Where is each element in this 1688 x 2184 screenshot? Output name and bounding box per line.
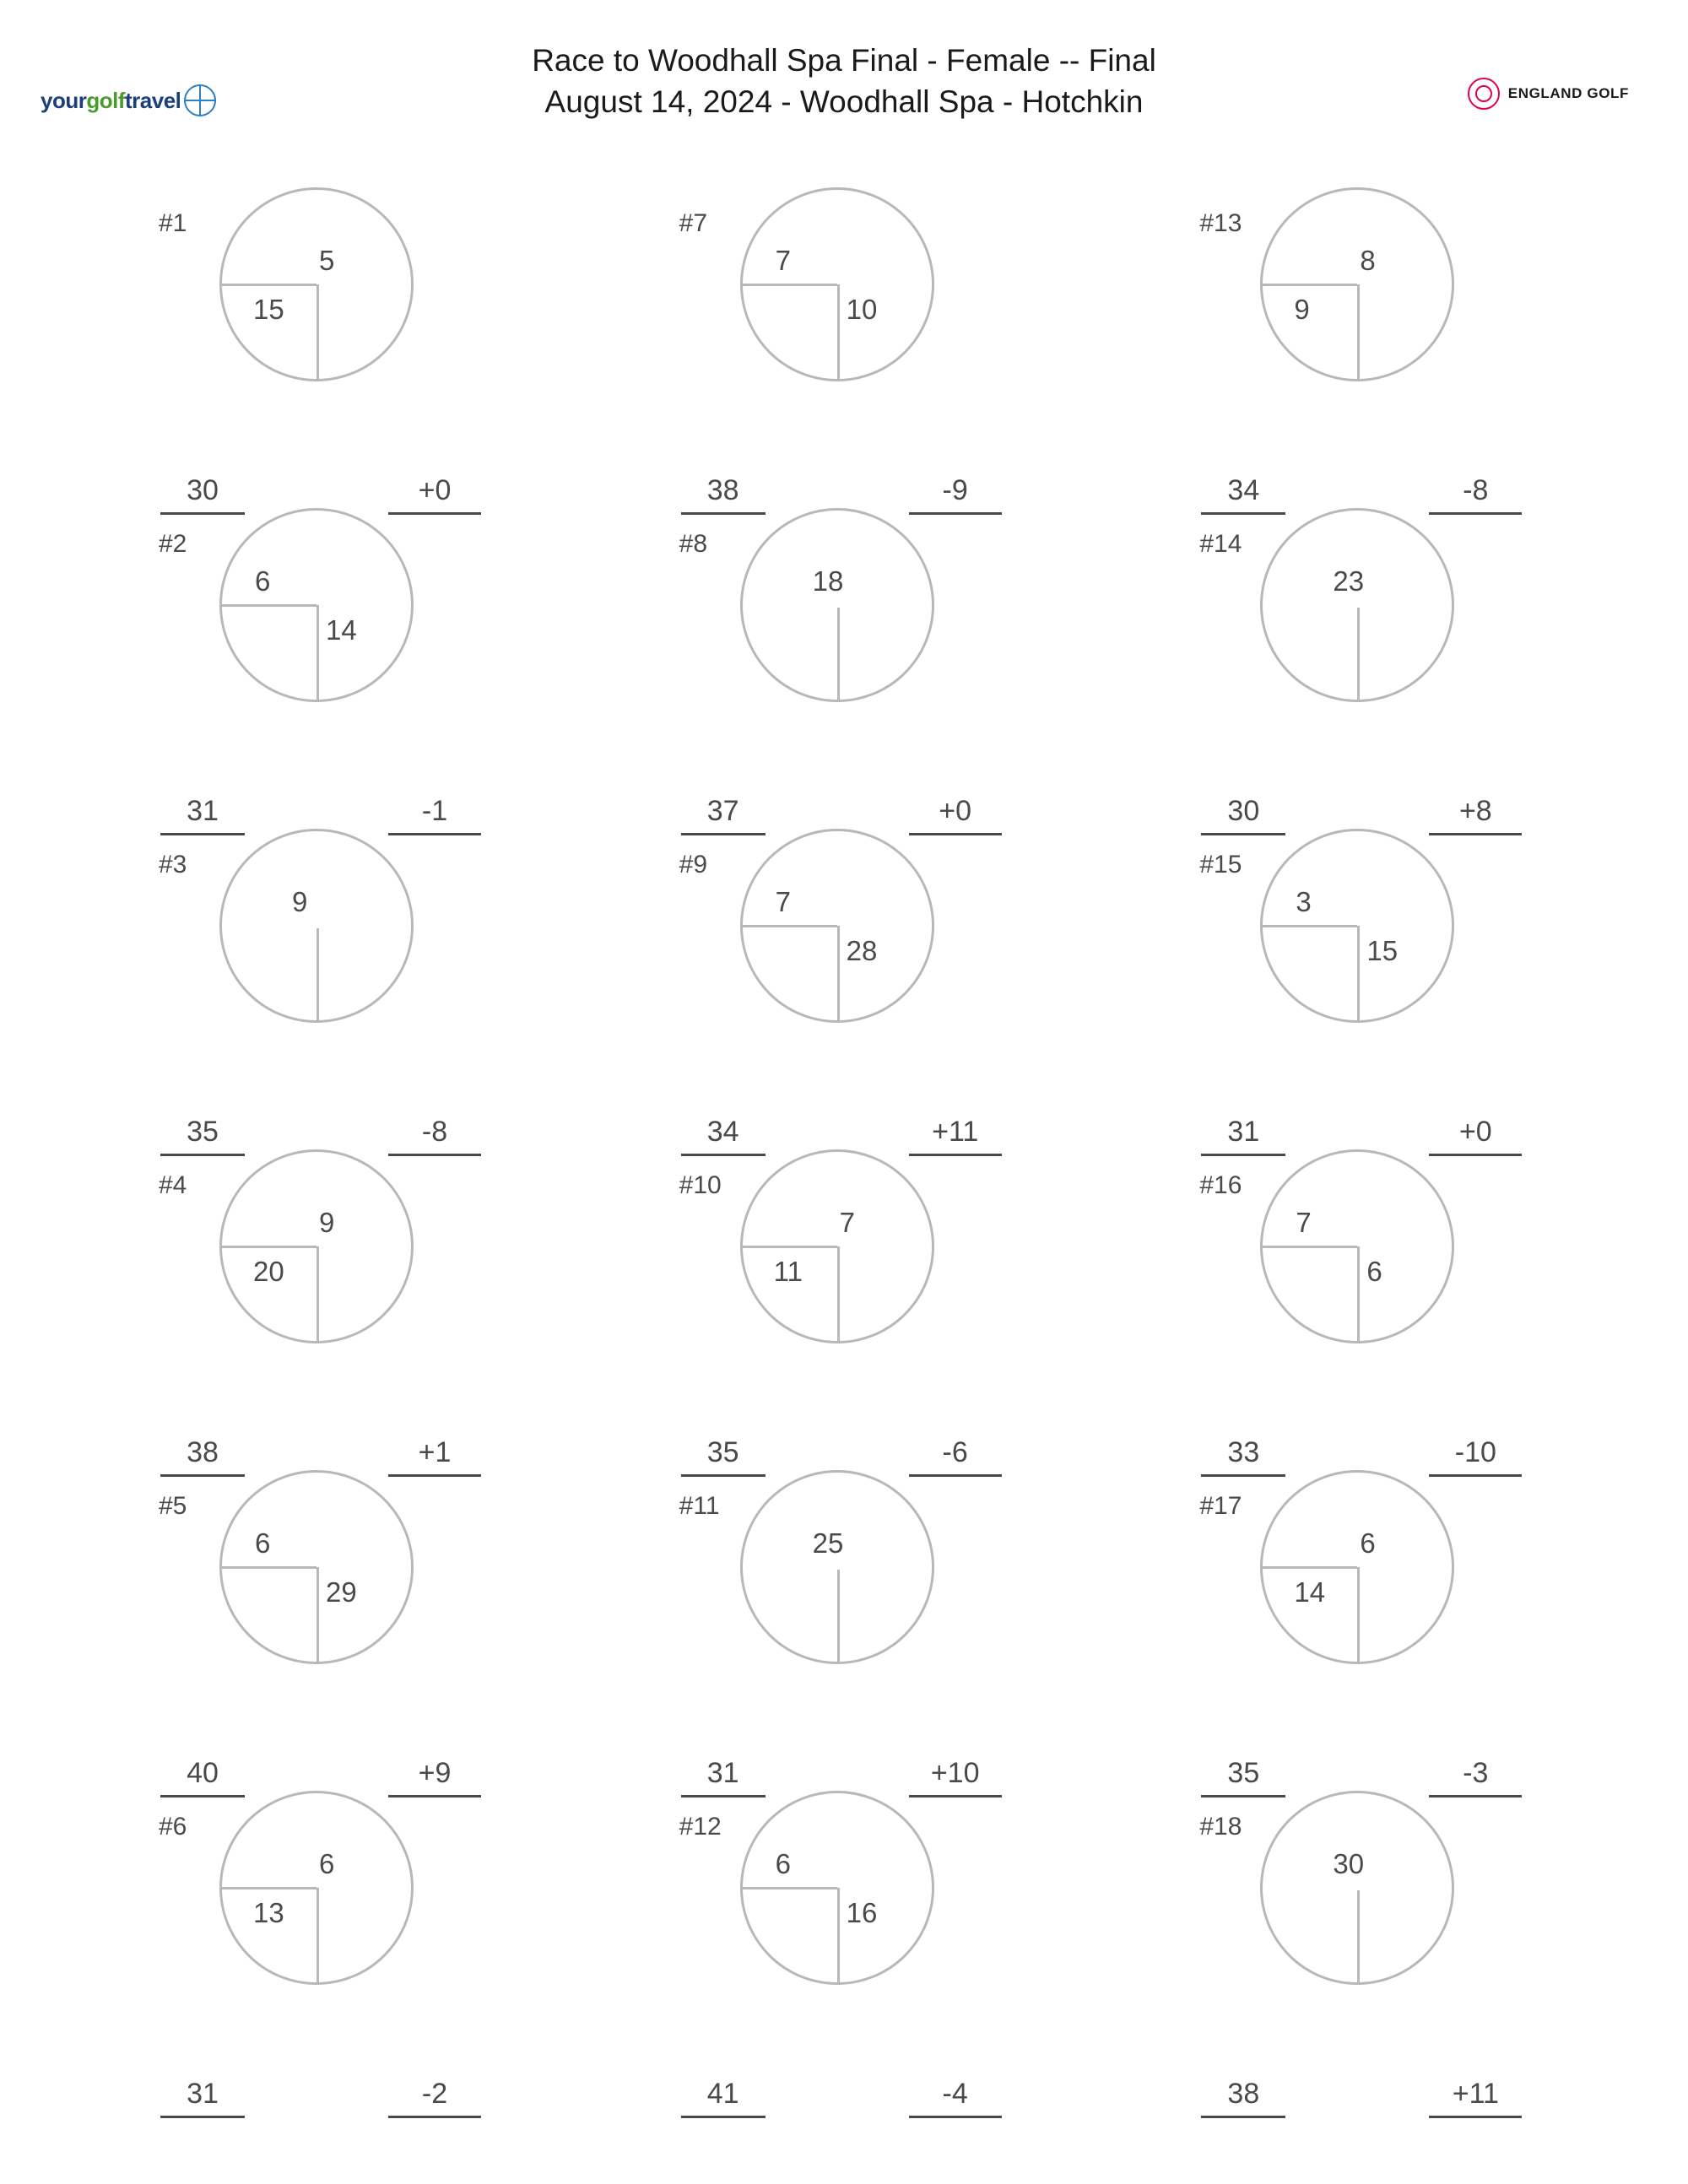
hole-cell — [1167, 160, 1688, 506]
putts-or-top-value: 9 — [292, 886, 308, 917]
right-value: 15 — [1366, 935, 1399, 966]
hole-score-value: 31 — [187, 2078, 219, 2110]
hole-row — [0, 1764, 1688, 2110]
page-title — [0, 41, 1688, 123]
putts-or-top-value: 3 — [1296, 886, 1312, 917]
score-stem-mark — [837, 1888, 840, 1985]
hole-score-value: 35 — [706, 1436, 739, 1468]
hole-number-label: #14 — [1199, 530, 1242, 558]
england-golf-rose-icon — [1468, 78, 1500, 110]
score-stem-mark — [316, 1888, 319, 1985]
score-arm-mark — [740, 1246, 837, 1248]
right-value: 14 — [326, 614, 357, 646]
hole-differential-value: -6 — [942, 1436, 968, 1468]
score-stem-mark — [837, 608, 840, 700]
score-stem-mark — [1357, 1567, 1360, 1664]
hole-score-value: 30 — [1227, 795, 1260, 827]
hole-cell — [647, 1122, 1168, 1468]
hole-differential-value: -1 — [421, 795, 448, 827]
hole-score-value: 31 — [1227, 1116, 1260, 1148]
score-stem-mark — [1357, 1890, 1360, 1983]
hole-cell — [1167, 1122, 1688, 1468]
hole-cell — [127, 1764, 647, 2110]
hole-cell — [1167, 1443, 1688, 1789]
hole-score-value: 35 — [1227, 1757, 1260, 1789]
hole-score — [673, 2078, 774, 2118]
hole-row — [0, 1122, 1688, 1468]
score-arm-mark — [219, 284, 316, 286]
hole-number-label: #11 — [679, 1492, 720, 1520]
score-arm-mark — [1260, 1246, 1357, 1248]
putts-or-top-value: 9 — [319, 1207, 335, 1238]
logo-text-travel: travel — [125, 87, 181, 113]
putts-or-top-value: 6 — [255, 1527, 271, 1559]
score-arm-mark — [740, 1887, 837, 1889]
hole-cell — [647, 481, 1168, 827]
score-arm-mark — [219, 1887, 316, 1889]
hole-differential-value: -9 — [942, 474, 968, 506]
score-stem-mark — [837, 1246, 840, 1343]
hole-differential-value: -8 — [421, 1116, 448, 1148]
hole-cell — [647, 160, 1168, 506]
hole-score-value: 34 — [1227, 474, 1260, 506]
underline-rule — [388, 2116, 481, 2118]
right-value: 16 — [846, 1897, 878, 1928]
logo-text-your: your — [41, 87, 87, 113]
hole-differential-value: +9 — [418, 1757, 452, 1789]
left-value: 11 — [773, 1256, 803, 1287]
score-stem-mark — [1357, 1246, 1360, 1343]
hole-differential — [380, 2078, 490, 2118]
hole-number-label: #1 — [159, 209, 187, 237]
hole-score-value: 41 — [706, 2078, 739, 2110]
hole-number-label: #16 — [1199, 1171, 1242, 1199]
score-arm-mark — [740, 925, 837, 927]
score-arm-mark — [1260, 284, 1357, 286]
hole-cell — [647, 802, 1168, 1148]
score-stem-mark — [1357, 926, 1360, 1023]
england-golf-wordmark: ENGLAND GOLF — [1507, 85, 1629, 101]
hole-score-value: 31 — [706, 1757, 739, 1789]
putts-or-top-value: 23 — [1333, 565, 1365, 597]
score-arm-mark — [219, 1246, 316, 1248]
score-stem-mark — [316, 605, 319, 702]
hole-differential-value: -10 — [1454, 1436, 1496, 1468]
score-arm-mark — [219, 1566, 316, 1569]
hole-differential-value: +8 — [1458, 795, 1492, 827]
hole-score-value: 30 — [187, 474, 219, 506]
hole-differential-value: -3 — [1463, 1757, 1489, 1789]
underline-rule — [1429, 2116, 1522, 2118]
hole-differential-value: +11 — [1452, 2078, 1499, 2110]
hole-differential — [901, 2078, 1010, 2118]
title-line-event: Race to Woodhall Spa Final - Female -- Final — [532, 43, 1156, 78]
underline-rule — [160, 2116, 245, 2118]
hole-number-label: #2 — [159, 530, 187, 558]
logo-text-golf: golf — [86, 87, 125, 113]
hole-row — [0, 1443, 1688, 1789]
score-arm-mark — [1260, 925, 1357, 927]
putts-or-top-value: 6 — [1360, 1527, 1376, 1559]
hole-number-label: #15 — [1199, 851, 1242, 878]
hole-differential-value: +0 — [1458, 1116, 1492, 1148]
title-line-date-venue: August 14, 2024 - Woodhall Spa - Hotchkin — [544, 84, 1144, 119]
hole-score-value: 35 — [187, 1116, 219, 1148]
right-value: 10 — [846, 294, 878, 325]
left-value: 14 — [1294, 1576, 1326, 1608]
hole-number-label: #10 — [679, 1171, 722, 1199]
england-golf-logo — [1468, 78, 1629, 110]
hole-cell — [127, 481, 647, 827]
hole-score-value: 31 — [187, 795, 219, 827]
putts-or-top-value: 7 — [839, 1207, 856, 1238]
underline-rule — [681, 2116, 766, 2118]
hole-number-label: #5 — [159, 1492, 187, 1520]
score-stem-mark — [837, 284, 840, 381]
hole-cell — [127, 1122, 647, 1468]
hole-number-label: #3 — [159, 851, 187, 878]
hole-row — [0, 160, 1688, 506]
hole-number-label: #6 — [159, 1813, 187, 1841]
putts-or-top-value: 7 — [775, 245, 792, 276]
hole-score-value: 37 — [706, 795, 739, 827]
hole-number-label: #7 — [679, 209, 708, 237]
hole-differential-value: +0 — [939, 795, 972, 827]
hole-cell — [647, 1443, 1168, 1789]
left-value: 9 — [1294, 294, 1310, 325]
score-stem-mark — [837, 926, 840, 1023]
putts-or-top-value: 5 — [319, 245, 335, 276]
hole-cell — [1167, 1764, 1688, 2110]
score-stem-mark — [316, 284, 319, 381]
putts-or-top-value: 8 — [1360, 245, 1376, 276]
hole-cell — [127, 802, 647, 1148]
hole-score-value: 38 — [706, 474, 739, 506]
hole-cell — [127, 160, 647, 506]
score-stem-mark — [316, 1567, 319, 1664]
hole-differential-value: +0 — [418, 474, 452, 506]
rose-inner-shape — [1475, 85, 1492, 102]
underline-rule — [909, 2116, 1002, 2118]
left-value: 20 — [253, 1256, 284, 1287]
hole-cell — [1167, 802, 1688, 1148]
score-stem-mark — [316, 928, 319, 1021]
hole-differential-value: -2 — [421, 2078, 448, 2110]
hole-differential-value: +10 — [930, 1757, 980, 1789]
putts-or-top-value: 6 — [775, 1848, 792, 1879]
score-arm-mark — [219, 604, 316, 607]
hole-score-value: 34 — [706, 1116, 739, 1148]
hole-cell — [1167, 481, 1688, 827]
score-arm-mark — [1260, 1566, 1357, 1569]
hole-number-label: #18 — [1199, 1813, 1242, 1841]
putts-or-top-value: 6 — [319, 1848, 335, 1879]
hole-differential-value: +1 — [418, 1436, 452, 1468]
hole-cell — [127, 1443, 647, 1789]
putts-or-top-value: 7 — [1296, 1207, 1312, 1238]
right-value: 29 — [326, 1576, 357, 1608]
hole-number-label: #13 — [1199, 209, 1242, 237]
putts-or-top-value: 6 — [255, 565, 271, 597]
hole-differential-value: -4 — [942, 2078, 968, 2110]
hole-score — [1193, 2078, 1294, 2118]
hole-score-value: 40 — [187, 1757, 219, 1789]
hole-grid — [0, 160, 1688, 2110]
putts-or-top-value: 25 — [812, 1527, 844, 1559]
hole-cell — [647, 1764, 1168, 2110]
hole-row — [0, 802, 1688, 1148]
right-value: 28 — [846, 935, 878, 966]
hole-differential-value: +11 — [932, 1116, 979, 1148]
hole-score-value: 38 — [1227, 2078, 1260, 2110]
score-stem-mark — [316, 1246, 319, 1343]
putts-or-top-value: 18 — [812, 565, 844, 597]
right-value: 6 — [1366, 1256, 1382, 1287]
putts-or-top-value: 7 — [775, 886, 792, 917]
hole-number-label: #4 — [159, 1171, 187, 1199]
score-stem-mark — [1357, 284, 1360, 381]
hole-row — [0, 481, 1688, 827]
underline-rule — [1201, 2116, 1285, 2118]
left-value: 15 — [253, 294, 284, 325]
hole-number-label: #17 — [1199, 1492, 1242, 1520]
page-header — [0, 0, 1688, 160]
hole-score-value: 33 — [1227, 1436, 1260, 1468]
score-arm-mark — [740, 284, 837, 286]
hole-score-value: 38 — [187, 1436, 219, 1468]
putts-or-top-value: 30 — [1333, 1848, 1365, 1879]
hole-number-label: #12 — [679, 1813, 722, 1841]
hole-differential-value: -8 — [1463, 474, 1489, 506]
hole-number-label: #8 — [679, 530, 708, 558]
hole-score — [152, 2078, 253, 2118]
hole-number-label: #9 — [679, 851, 708, 878]
score-stem-mark — [1357, 608, 1360, 700]
left-value: 13 — [253, 1897, 284, 1928]
hole-differential — [1420, 2078, 1530, 2118]
score-stem-mark — [837, 1570, 840, 1662]
